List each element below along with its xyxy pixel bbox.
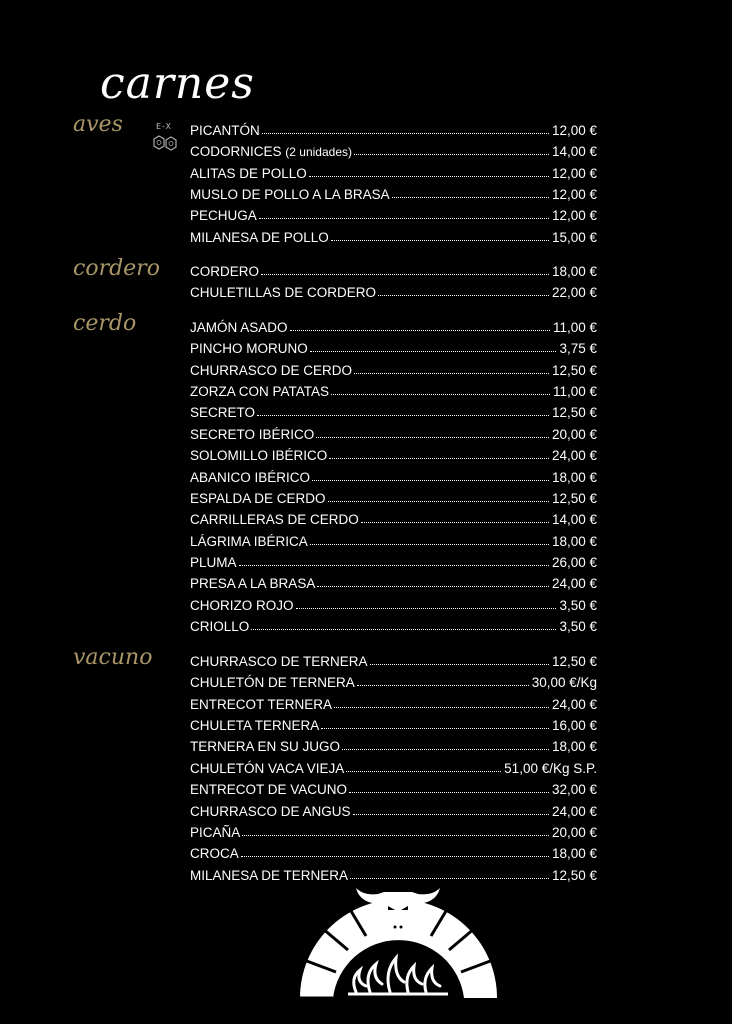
- menu-item-cerdo: [190, 400, 597, 420]
- item-price: 12,50 €: [551, 867, 597, 883]
- item-price: 12,00 €: [551, 187, 597, 203]
- item-name-text: JAMÓN ASADO: [190, 320, 288, 335]
- item-price: 11,00 €: [552, 320, 597, 335]
- item-name: [190, 675, 355, 690]
- item-price: 18,00 €: [551, 846, 597, 862]
- item-price: 12,50 €: [551, 405, 597, 421]
- item-price: 18,00 €: [551, 469, 597, 485]
- eggs-icon: [152, 134, 180, 154]
- dot-leader: [251, 629, 556, 630]
- dot-leader: [378, 295, 549, 296]
- menu-item-cerdo: [190, 529, 597, 549]
- item-note: (2 unidades): [285, 145, 352, 160]
- dot-leader: [354, 373, 549, 374]
- item-name: [190, 470, 310, 485]
- item-name: [190, 448, 327, 463]
- menu-item-cerdo: [190, 315, 597, 335]
- item-price: 12,50 €: [551, 362, 597, 378]
- item-name-text: CODORNICES: [190, 144, 282, 160]
- item-price: 12,00 €: [551, 165, 597, 181]
- item-name-text: SOLOMILLO IBÉRICO: [190, 448, 328, 464]
- page-title: carnes: [100, 58, 255, 109]
- item-name: [190, 534, 308, 549]
- item-name-text: TERNERA EN SU JUGO: [190, 739, 341, 755]
- item-name-text: CORDERO: [190, 264, 260, 279]
- item-name-text: CROCA: [190, 846, 239, 862]
- item-name-text: CHULETÓN DE TERNERA: [190, 675, 355, 691]
- item-name: [190, 654, 368, 669]
- item-name-text: CHULETILLAS DE CORDERO: [190, 285, 377, 301]
- item-name: [190, 846, 239, 861]
- item-name: [190, 512, 359, 527]
- item-price: 26,00 €: [551, 554, 597, 570]
- item-price: 3,50 €: [559, 618, 597, 634]
- menu-item-cordero: [190, 280, 597, 300]
- item-price: 3,75 €: [559, 341, 597, 357]
- item-price: 24,00 €: [551, 448, 597, 464]
- item-name: [190, 123, 260, 138]
- menu-item-vacuno: [190, 734, 597, 754]
- item-name-text: LÁGRIMA IBÉRICA: [190, 533, 308, 549]
- menu-item-cerdo: [190, 465, 597, 485]
- item-name: [190, 491, 326, 506]
- dot-leader: [353, 814, 549, 815]
- item-name-text: CHORIZO ROJO: [190, 597, 294, 613]
- allergen-code: E-X: [156, 122, 173, 131]
- dot-leader: [331, 240, 549, 241]
- menu-item-vacuno: [190, 756, 597, 776]
- item-name-text: ABANICO IBÉRICO: [190, 469, 311, 485]
- item-price: 51,00 €/Kg S.P.: [504, 760, 597, 776]
- item-name-text: SECRETO IBÉRICO: [190, 426, 315, 442]
- dot-leader: [392, 197, 549, 198]
- dot-leader: [331, 394, 550, 395]
- item-name-text: CHURRASCO DE CERDO: [190, 362, 353, 378]
- item-price: 32,00 €: [551, 782, 597, 798]
- item-name: [190, 187, 390, 202]
- bull-oven-logo: [296, 880, 501, 1000]
- menu-item-aves: [190, 139, 597, 159]
- item-name-text: PICAÑA: [190, 824, 241, 840]
- item-name: [190, 619, 249, 634]
- item-price: 14,00 €: [551, 512, 597, 528]
- item-name-text: CHULETA TERNERA: [190, 718, 320, 733]
- menu-item-cerdo: [190, 486, 597, 506]
- item-name-text: MILANESA DE POLLO: [190, 229, 329, 245]
- item-name-text: ENTRECOT TERNERA: [190, 696, 333, 712]
- menu-item-cerdo: [190, 571, 597, 591]
- item-name: [190, 825, 240, 840]
- menu-item-cerdo: [190, 379, 597, 399]
- dot-leader: [346, 771, 501, 772]
- dot-leader: [370, 664, 549, 665]
- menu-item-vacuno: [190, 820, 597, 840]
- item-name: [190, 144, 352, 159]
- item-price: 30,00 €/Kg: [531, 675, 597, 691]
- item-name-text: ENTRECOT DE VACUNO: [190, 782, 348, 798]
- item-name-text: PECHUGA: [190, 208, 257, 224]
- item-price: 14,00 €: [551, 144, 597, 160]
- menu-item-vacuno: [190, 649, 597, 669]
- menu-item-cerdo: [190, 550, 597, 570]
- item-price: 24,00 €: [551, 696, 597, 712]
- dot-leader: [241, 856, 549, 857]
- dot-leader: [259, 218, 549, 219]
- item-price: 3,50 €: [559, 597, 597, 613]
- item-name-text: PINCHO MORUNO: [190, 341, 308, 357]
- item-price: 18,00 €: [551, 533, 597, 549]
- item-name: [190, 208, 257, 223]
- item-price: 24,00 €: [551, 576, 597, 592]
- item-name-text: SECRETO: [190, 405, 256, 421]
- item-price: 18,00 €: [551, 739, 597, 755]
- item-name-text: ALITAS DE POLLO: [190, 165, 307, 181]
- item-name: [190, 341, 308, 356]
- dot-leader: [321, 728, 549, 729]
- menu-item-vacuno: [190, 692, 597, 712]
- item-name: [190, 285, 376, 300]
- dot-leader: [262, 133, 549, 134]
- item-name-text: CHURRASCO DE ANGUS: [190, 803, 351, 819]
- category-cordero: cordero: [73, 256, 160, 281]
- category-cerdo: cerdo: [73, 311, 137, 336]
- dot-leader: [261, 274, 549, 275]
- item-name-text: ESPALDA DE CERDO: [190, 490, 326, 506]
- menu-item-cerdo: [190, 614, 597, 634]
- item-name: [190, 697, 332, 712]
- menu-item-vacuno: [190, 799, 597, 819]
- item-name: [190, 804, 351, 819]
- item-name: [190, 598, 294, 613]
- dot-leader: [296, 608, 557, 609]
- item-price: 15,00 €: [551, 229, 597, 245]
- dot-leader: [354, 154, 549, 155]
- item-price: 22,00 €: [551, 285, 597, 301]
- item-name: [190, 718, 319, 733]
- item-name: [190, 264, 259, 279]
- item-price: 18,00 €: [551, 264, 597, 279]
- menu-item-aves: [190, 182, 597, 202]
- item-price: 12,00 €: [551, 208, 597, 224]
- category-aves: aves: [73, 112, 123, 137]
- dot-leader: [257, 415, 549, 416]
- item-name: [190, 782, 347, 797]
- dot-leader: [239, 565, 549, 566]
- item-name: [190, 384, 329, 399]
- item-price: 20,00 €: [551, 824, 597, 840]
- item-name-text: CRIOLLO: [190, 618, 250, 634]
- item-name: [190, 576, 315, 591]
- item-name: [190, 555, 237, 570]
- dot-leader: [334, 707, 549, 708]
- menu-item-cerdo: [190, 507, 597, 527]
- menu-item-aves: [190, 161, 597, 181]
- item-name: [190, 405, 255, 420]
- item-name: [190, 739, 340, 754]
- dot-leader: [329, 458, 549, 459]
- dot-leader: [350, 878, 549, 879]
- item-name: [190, 320, 288, 335]
- menu-item-cerdo: [190, 443, 597, 463]
- item-name: [190, 427, 314, 442]
- item-name-text: PICANTÓN: [190, 123, 260, 138]
- dot-leader: [357, 685, 529, 686]
- dot-leader: [316, 437, 549, 438]
- item-name: [190, 230, 329, 245]
- item-name: [190, 363, 352, 378]
- menu-item-cerdo: [190, 336, 597, 356]
- menu-item-aves: [190, 203, 597, 223]
- dot-leader: [342, 749, 549, 750]
- item-name: [190, 761, 344, 776]
- item-price: 11,00 €: [552, 384, 597, 400]
- dot-leader: [310, 544, 549, 545]
- menu-item-cerdo: [190, 422, 597, 442]
- dot-leader: [309, 176, 549, 177]
- item-name-text: PRESA A LA BRASA: [190, 576, 316, 592]
- menu-item-vacuno: [190, 777, 597, 797]
- dot-leader: [242, 835, 549, 836]
- item-price: 16,00 €: [551, 718, 597, 733]
- menu-item-cerdo: [190, 358, 597, 378]
- item-name-text: MILANESA DE TERNERA: [190, 867, 349, 883]
- item-price: 20,00 €: [551, 426, 597, 442]
- item-name-text: ZORZA CON PATATAS: [190, 384, 330, 400]
- item-price: 12,50 €: [551, 654, 597, 669]
- menu-item-aves: [190, 225, 597, 245]
- item-name-text: CARRILLERAS DE CERDO: [190, 512, 359, 528]
- menu-item-cerdo: [190, 593, 597, 613]
- dot-leader: [317, 586, 549, 587]
- dot-leader: [349, 792, 549, 793]
- item-price: 24,00 €: [551, 803, 597, 819]
- item-name-text: CHURRASCO DE TERNERA: [190, 654, 368, 669]
- menu-item-cordero: [190, 259, 597, 279]
- item-name-text: CHULETÓN VACA VIEJA: [190, 760, 345, 776]
- item-price: 12,50 €: [551, 490, 597, 506]
- dot-leader: [290, 330, 550, 331]
- menu-item-vacuno: [190, 713, 597, 733]
- dot-leader: [310, 351, 557, 352]
- dot-leader: [361, 522, 549, 523]
- dot-leader: [328, 501, 549, 502]
- menu-item-vacuno: [190, 841, 597, 861]
- item-name-text: MUSLO DE POLLO A LA BRASA: [190, 187, 390, 203]
- dot-leader: [312, 480, 549, 481]
- menu-item-vacuno: [190, 670, 597, 690]
- category-vacuno: vacuno: [73, 645, 153, 670]
- item-name: [190, 166, 307, 181]
- item-price: 12,00 €: [551, 123, 597, 138]
- menu-item-aves: [190, 118, 597, 138]
- item-name-text: PLUMA: [190, 554, 237, 570]
